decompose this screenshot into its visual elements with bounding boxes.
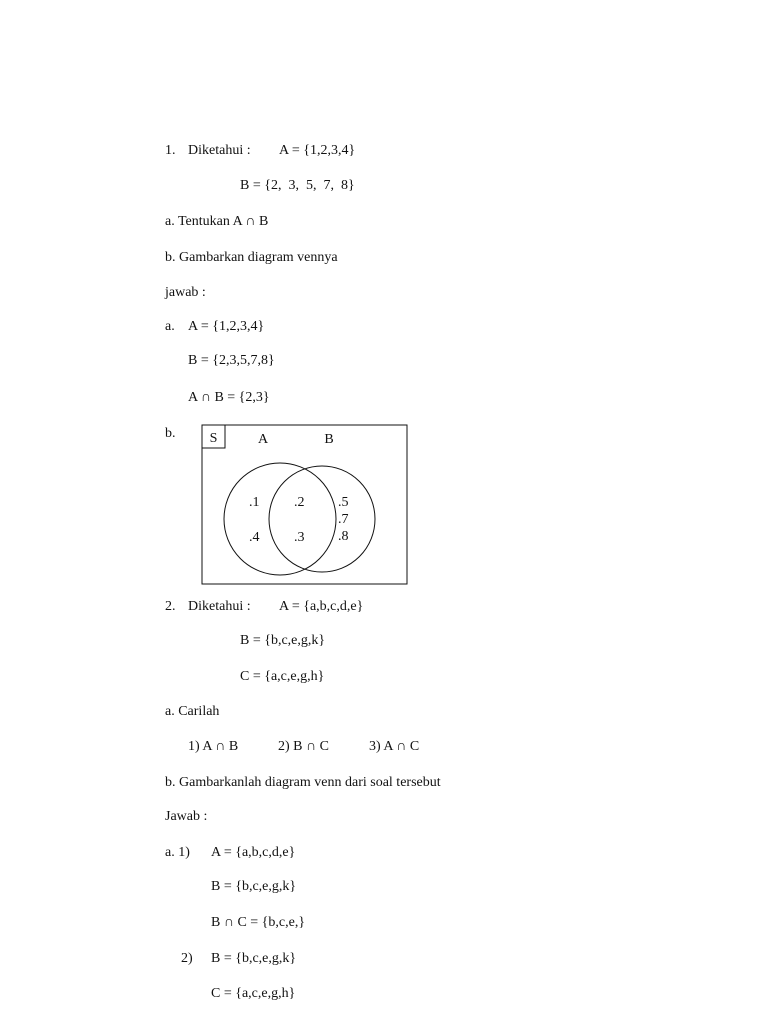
q2-ans-a1-line2: B = {b,c,e,g,k}	[211, 879, 297, 894]
q1-ans-a-line1: A = {1,2,3,4}	[188, 319, 265, 334]
universe-label: S	[209, 431, 218, 446]
q2-ans-a2-label: 2)	[181, 951, 193, 966]
set-a-label: A	[257, 432, 269, 447]
q1-ans-a-line2: B = {2,3,5,7,8}	[188, 353, 275, 368]
q2-ans-a1-line3: B ∩ C = {b,c,e,}	[211, 915, 306, 930]
q2-part-a: a. Carilah	[165, 704, 220, 719]
q2-set-b: B = {b,c,e,g,k}	[240, 633, 326, 648]
q1-ans-b-label: b.	[165, 426, 176, 441]
q1-set-a: A = {1,2,3,4}	[279, 143, 356, 158]
q2-set-a: A = {a,b,c,d,e}	[279, 599, 364, 614]
q2-sub3: 3) A ∩ C	[369, 739, 420, 754]
q1-number: 1.	[165, 143, 176, 158]
set-b-label: B	[324, 432, 334, 447]
q2-given-label: Diketahui :	[188, 599, 251, 614]
venn-element: .5	[338, 495, 349, 510]
universe-box	[202, 425, 407, 584]
q1-answer-label: jawab :	[165, 285, 206, 300]
venn-element: .8	[338, 529, 349, 544]
q2-ans-a2-line1: B = {b,c,e,g,k}	[211, 951, 297, 966]
q2-sub1: 1) A ∩ B	[188, 739, 239, 754]
q1-ans-a-line3: A ∩ B = {2,3}	[188, 390, 270, 405]
q1-ans-a-label: a.	[165, 319, 175, 334]
q2-ans-a1-line1: A = {a,b,c,d,e}	[211, 845, 296, 860]
q1-part-a: a. Tentukan A ∩ B	[165, 214, 269, 229]
venn-diagram	[201, 424, 409, 586]
q2-ans-a2-line2: C = {a,c,e,g,h}	[211, 986, 296, 1001]
q1-given-label: Diketahui :	[188, 143, 251, 158]
venn-element: .3	[294, 530, 305, 545]
q2-answer-label: Jawab :	[165, 809, 208, 824]
q1-part-b: b. Gambarkan diagram vennya	[165, 250, 338, 265]
venn-element: .7	[338, 512, 349, 527]
q2-part-b: b. Gambarkanlah diagram venn dari soal tersebut	[165, 775, 441, 790]
q2-sub2: 2) B ∩ C	[278, 739, 329, 754]
set-a-circle	[224, 463, 336, 575]
venn-element: .1	[249, 495, 260, 510]
q2-set-c: C = {a,c,e,g,h}	[240, 669, 325, 684]
q1-set-b: B = {2, 3, 5, 7, 8}	[240, 178, 355, 193]
q2-number: 2.	[165, 599, 176, 614]
venn-element: .4	[249, 530, 260, 545]
venn-element: .2	[294, 495, 305, 510]
q2-ans-a1-label: a. 1)	[165, 845, 190, 860]
